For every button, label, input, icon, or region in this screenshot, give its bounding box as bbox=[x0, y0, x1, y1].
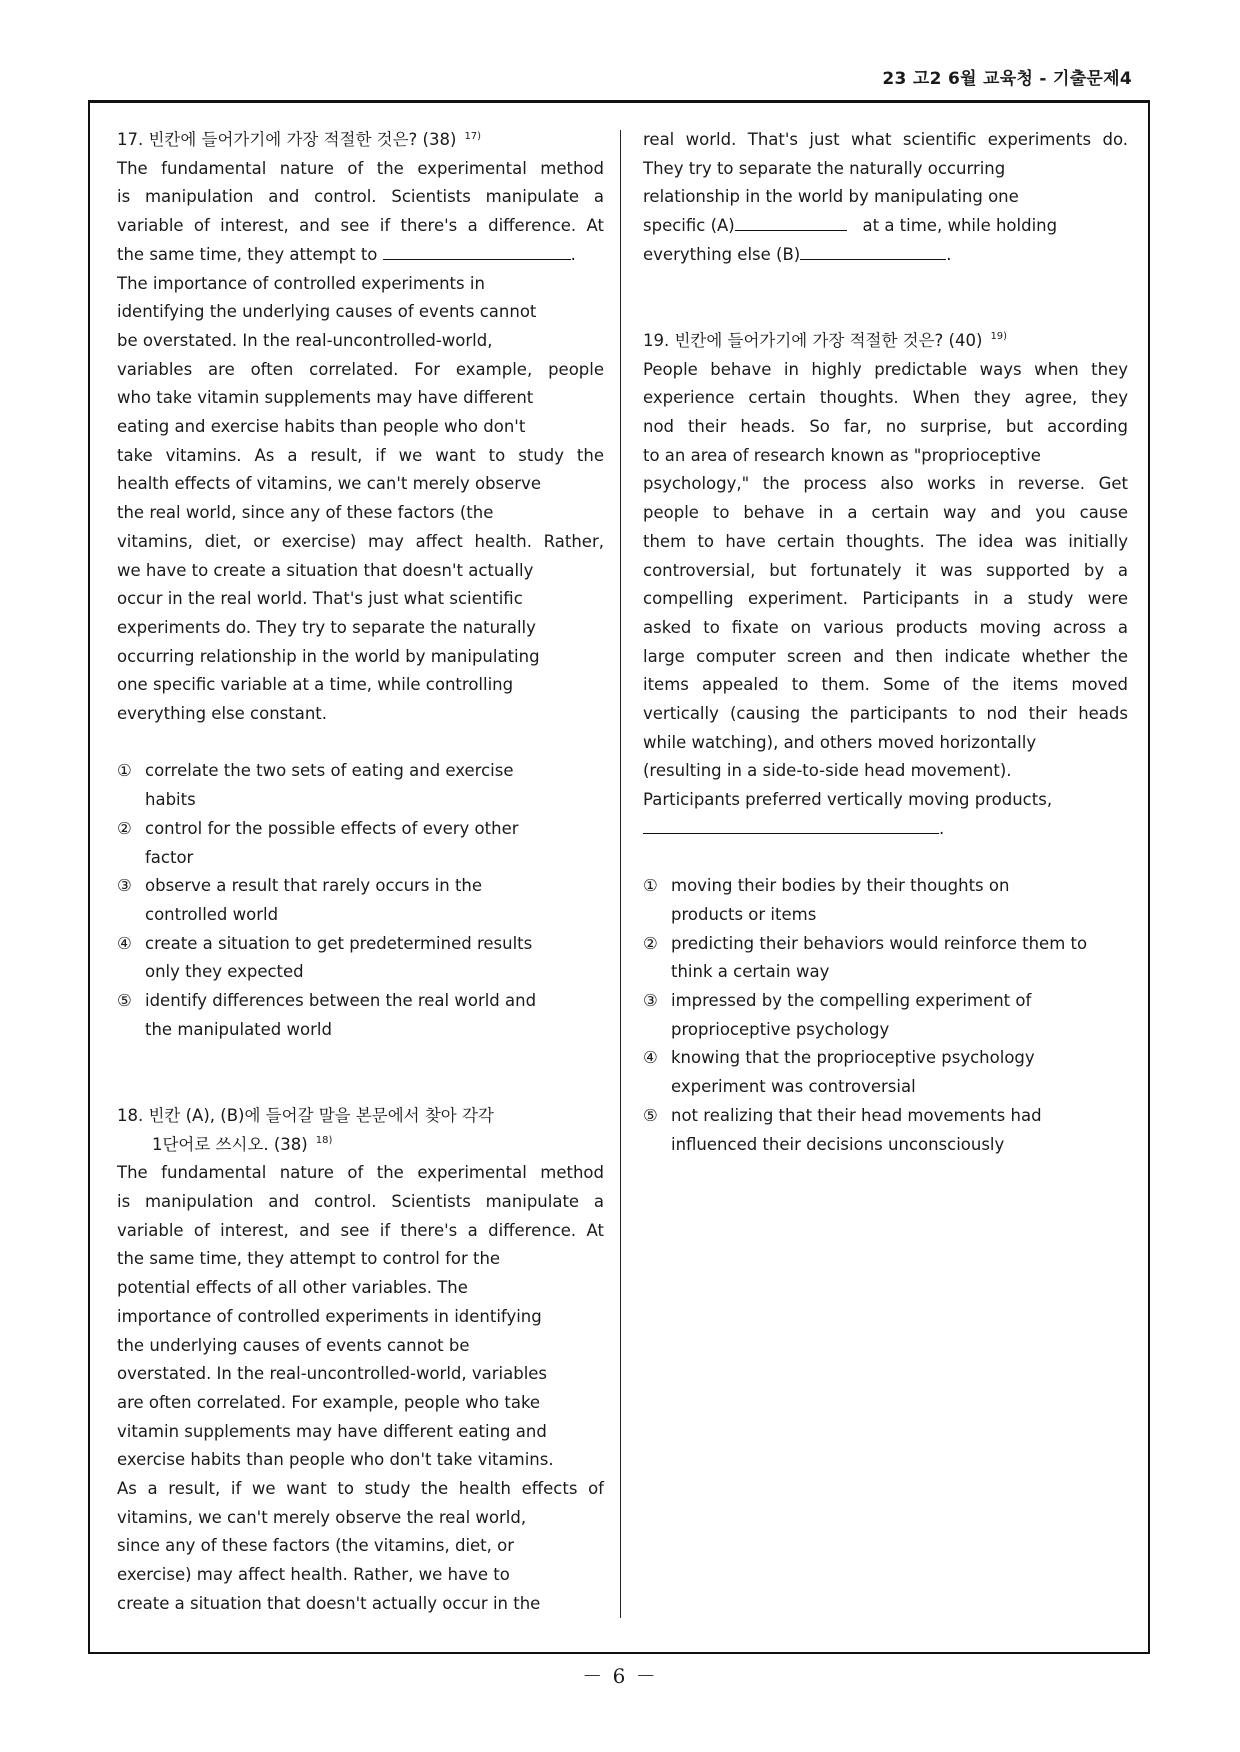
passage-line: People behave in highly predictable ways when they bbox=[643, 359, 1128, 379]
passage-line-blank-a: specific (A) at a time, while holding bbox=[643, 216, 1058, 236]
passage-line: nod their heads. So far, no surprise, but according bbox=[643, 417, 1128, 437]
passage-line-with-blank: the same time, they attempt to . bbox=[117, 244, 576, 264]
passage-line: The importance of controlled experiments in bbox=[117, 273, 485, 293]
option-number: ② bbox=[117, 818, 132, 838]
option-number: ③ bbox=[643, 991, 658, 1011]
passage-line: importance of controlled experiments in identifying bbox=[117, 1306, 542, 1326]
left-column bbox=[117, 126, 604, 1619]
answer-blank bbox=[643, 817, 939, 834]
passage-line: experience certain thoughts. When they agree, they bbox=[643, 388, 1128, 408]
question-17-options bbox=[117, 757, 604, 1044]
passage-line: asked to fixate on various products moving across a bbox=[643, 617, 1128, 637]
page-header: 23 고2 6월 교육청 - 기출문제4 bbox=[882, 69, 1132, 89]
option-number: ④ bbox=[643, 1048, 658, 1068]
answer-option[interactable]: ⑤ identify differences between the real world and the manipulated world bbox=[117, 987, 604, 1044]
answer-option[interactable]: ① moving their bodies by their thoughts on products or items bbox=[643, 872, 1128, 929]
passage-line: vitamin supplements may have different eating and bbox=[117, 1421, 547, 1441]
answer-option[interactable]: ④ create a situation to get predetermined results only they expected bbox=[117, 930, 604, 987]
passage-line: we have to create a situation that doesn't actually bbox=[117, 560, 534, 580]
passage-line-blank-b: everything else (B) . bbox=[643, 244, 952, 264]
passage-line: exercise habits than people who don't take vitamins. bbox=[117, 1450, 554, 1470]
answer-option[interactable]: ④ knowing that the proprioceptive psychology experiment was controversial bbox=[643, 1044, 1128, 1101]
passage-line: occurring relationship in the world by manipulating bbox=[117, 646, 540, 666]
passage-line: As a result, if we want to study the health effects of bbox=[117, 1479, 604, 1499]
question-17-title: 17. 빈칸에 들어가기에 가장 적절한 것은? (38) $^{17)}$ bbox=[117, 130, 482, 149]
answer-option[interactable]: ② predicting their behaviors would reinforce them to think a certain way bbox=[643, 930, 1128, 987]
footnote-marker: 19) bbox=[990, 331, 1008, 343]
answer-option[interactable]: ① correlate the two sets of eating and exercise habits bbox=[117, 757, 604, 814]
passage-line: The fundamental nature of the experimental method bbox=[117, 1163, 604, 1183]
passage-line: one specific variable at a time, while controlling bbox=[117, 675, 514, 695]
passage-line: is manipulation and control. Scientists manipulate a bbox=[117, 1191, 604, 1211]
passage-line: health effects of vitamins, we can't merely observe bbox=[117, 474, 541, 494]
passage-line: are often correlated. For example, people who take bbox=[117, 1392, 541, 1412]
passage-line: the same time, they attempt to control for the bbox=[117, 1249, 501, 1269]
option-number: ① bbox=[117, 761, 132, 781]
passage-line: experiments do. They try to separate the naturally bbox=[117, 617, 536, 637]
right-column bbox=[643, 126, 1128, 1159]
question-19-passage bbox=[643, 356, 1128, 844]
answer-option[interactable]: ⑤ not realizing that their head movements had influenced their decisions unconsciously bbox=[643, 1102, 1128, 1159]
passage-line: occur in the real world. That's just what scientific bbox=[117, 589, 523, 609]
passage-line: psychology," the process also works in reverse. Get bbox=[643, 474, 1128, 494]
option-number: ① bbox=[643, 876, 658, 896]
passage-line: real world. That's just what scientific experiments do. bbox=[643, 130, 1128, 149]
answer-option[interactable]: ② control for the possible effects of every other factor bbox=[117, 815, 604, 872]
passage-line: take vitamins. As a result, if we want to study the bbox=[117, 445, 604, 465]
passage-line: overstated. In the real-uncontrolled-world, variables bbox=[117, 1364, 548, 1384]
passage-line: items appealed to them. Some of the items moved bbox=[643, 675, 1128, 695]
passage-line: while watching), and others moved horizontally bbox=[643, 732, 1037, 752]
passage-line: to an area of research known as "proprioceptive bbox=[643, 445, 1041, 465]
question-18-passage-continued bbox=[643, 126, 1128, 270]
passage-line: Participants preferred vertically moving products, bbox=[643, 790, 1053, 810]
passage-line: is manipulation and control. Scientists manipulate a bbox=[117, 187, 604, 207]
passage-line: potential effects of all other variables. The bbox=[117, 1278, 468, 1298]
passage-line: variables are often correlated. For example, people bbox=[117, 359, 604, 379]
passage-line: large computer screen and then indicate whether the bbox=[643, 646, 1128, 666]
passage-line: who take vitamin supplements may have different bbox=[117, 388, 534, 408]
passage-line: vitamins, we can't merely observe the real world, bbox=[117, 1507, 527, 1527]
footnote-marker: 17) bbox=[464, 130, 482, 142]
passage-line: The fundamental nature of the experimental method bbox=[117, 158, 604, 178]
answer-blank-a bbox=[735, 214, 847, 231]
passage-line-with-blank: . bbox=[643, 815, 1128, 844]
option-number: ⑤ bbox=[117, 991, 132, 1011]
passage-line: relationship in the world by manipulating one bbox=[643, 187, 1019, 207]
footnote-marker: 18) bbox=[315, 1135, 333, 1147]
passage-line: variable of interest, and see if there's a difference. At bbox=[117, 216, 604, 236]
page-number: － 6 － bbox=[582, 1664, 658, 1688]
passage-line: exercise) may affect health. Rather, we have to bbox=[117, 1565, 510, 1585]
passage-line: the underlying causes of events cannot be bbox=[117, 1335, 470, 1355]
passage-line: them to have certain thoughts. The idea was initially bbox=[643, 531, 1128, 551]
option-number: ② bbox=[643, 933, 658, 953]
passage-line: everything else constant. bbox=[117, 704, 328, 724]
passage-line: identifying the underlying causes of events cannot bbox=[117, 302, 537, 322]
question-17-passage bbox=[117, 155, 604, 729]
passage-line: (resulting in a side-to-side head movement). bbox=[643, 761, 1012, 781]
passage-line: vitamins, diet, or exercise) may affect health. Rather, bbox=[117, 531, 604, 551]
passage-line: eating and exercise habits than people who don't bbox=[117, 417, 526, 437]
passage-line: since any of these factors (the vitamins, diet, or bbox=[117, 1536, 515, 1556]
passage-line: They try to separate the naturally occurring bbox=[643, 158, 1006, 178]
passage-line: the real world, since any of these factors (the bbox=[117, 503, 494, 523]
passage-line: compelling experiment. Participants in a study were bbox=[643, 589, 1128, 609]
answer-blank-b bbox=[800, 243, 946, 260]
passage-line: be overstated. In the real-uncontrolled-world, bbox=[117, 330, 493, 350]
question-18-title: 18. 빈칸 (A), (B)에 들어갈 말을 본문에서 찾아 각각 1단어로 쓰시오. (38) $^{18)}$ bbox=[117, 1105, 494, 1154]
passage-line: vertically (causing the participants to nod their heads bbox=[643, 704, 1128, 724]
answer-option[interactable]: ③ observe a result that rarely occurs in the controlled world bbox=[117, 872, 604, 929]
option-number: ③ bbox=[117, 876, 132, 896]
answer-option[interactable]: ③ impressed by the compelling experiment of proprioceptive psychology bbox=[643, 987, 1128, 1044]
passage-line: variable of interest, and see if there's a difference. At bbox=[117, 1220, 604, 1240]
question-19-title: 19. 빈칸에 들어가기에 가장 적절한 것은? (40) $^{19)}$ bbox=[643, 330, 1008, 350]
answer-blank bbox=[383, 243, 571, 260]
passage-line: controversial, but fortunately it was supported by a bbox=[643, 560, 1128, 580]
option-number: ④ bbox=[117, 933, 132, 953]
column-divider bbox=[620, 130, 621, 1618]
question-18-passage bbox=[117, 1159, 604, 1618]
option-number: ⑤ bbox=[643, 1105, 658, 1125]
passage-line: people to behave in a certain way and you cause bbox=[643, 503, 1128, 523]
passage-line: create a situation that doesn't actually occur in the bbox=[117, 1593, 541, 1613]
question-19-options bbox=[643, 872, 1128, 1159]
